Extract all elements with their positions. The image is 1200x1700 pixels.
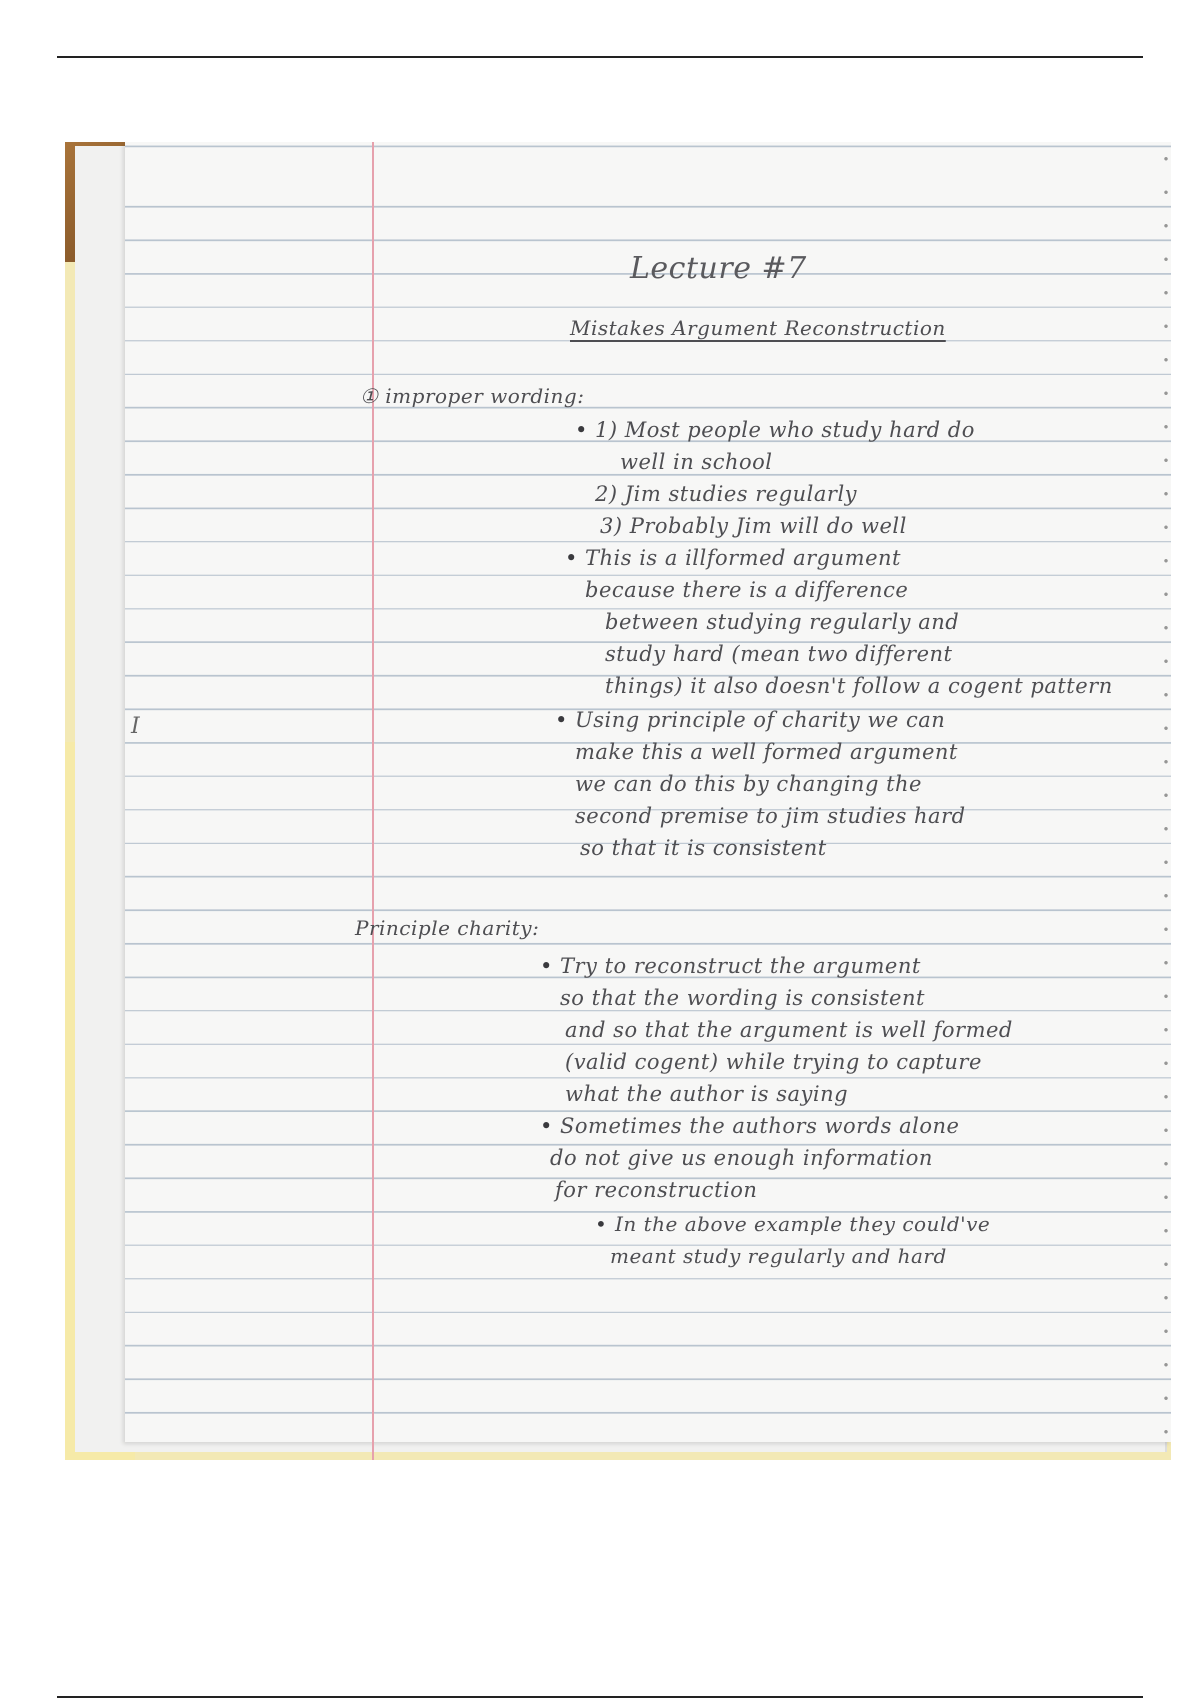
- s2-bullet2-line-1: • Sometimes the authors words alone: [560, 1110, 959, 1143]
- spiral-holes: [1163, 142, 1169, 1442]
- s2-bullet1-line-3: and so that the argument is well formed: [565, 1018, 1013, 1042]
- example-line-1: • 1) Most people who study hard do: [595, 414, 975, 447]
- page-subtitle: Mistakes Argument Reconstruction: [570, 316, 946, 340]
- bullet1-line-3: between studying regularly and: [605, 610, 960, 634]
- bottom-rule: [57, 1696, 1143, 1698]
- s2-bullet1-line-2: so that the wording is consistent: [560, 986, 925, 1010]
- s2-bullet1-line-4: (valid cogent) while trying to capture: [565, 1050, 982, 1074]
- bullet1-line-4: study hard (mean two different: [605, 642, 953, 666]
- bullet2-line-5: so that it is consistent: [580, 836, 827, 860]
- bullet2-line-3: we can do this by changing the: [575, 772, 922, 796]
- s2-bullet2-line-3: for reconstruction: [555, 1178, 758, 1202]
- example-line-3: 3) Probably Jim will do well: [600, 514, 907, 538]
- s2-bullet1-line-5: what the author is saying: [565, 1082, 849, 1106]
- lined-paper-sheet: [125, 142, 1171, 1442]
- top-rule: [57, 56, 1143, 58]
- bullet2-line-2: make this a well formed argument: [575, 740, 958, 764]
- sub-bullet-line-2: meant study regularly and hard: [610, 1244, 947, 1268]
- bullet1-line-1: • This is a illformed argument: [585, 542, 901, 575]
- example-line-1b: well in school: [620, 450, 773, 474]
- notebook-photo: [65, 142, 1171, 1460]
- s2-bullet1-line-1: • Try to reconstruct the argument: [560, 950, 921, 983]
- s2-bullet2-line-2: do not give us enough information: [550, 1146, 933, 1170]
- margin-mark: I: [131, 714, 140, 739]
- margin-line: [372, 142, 374, 1460]
- bullet1-line-5: things) it also doesn't follow a cogent pattern: [605, 674, 1113, 698]
- bullet2-line-1: • Using principle of charity we can: [575, 704, 945, 737]
- bullet2-line-4: second premise to jim studies hard: [575, 804, 966, 828]
- example-line-2: 2) Jim studies regularly: [595, 482, 858, 506]
- sub-bullet-line-1: • In the above example they could've: [615, 1208, 990, 1241]
- section1-heading: ① improper wording:: [360, 384, 585, 408]
- page-title: Lecture #7: [630, 251, 807, 286]
- bullet1-line-2: because there is a difference: [585, 578, 909, 602]
- section2-heading: Principle charity:: [355, 916, 540, 940]
